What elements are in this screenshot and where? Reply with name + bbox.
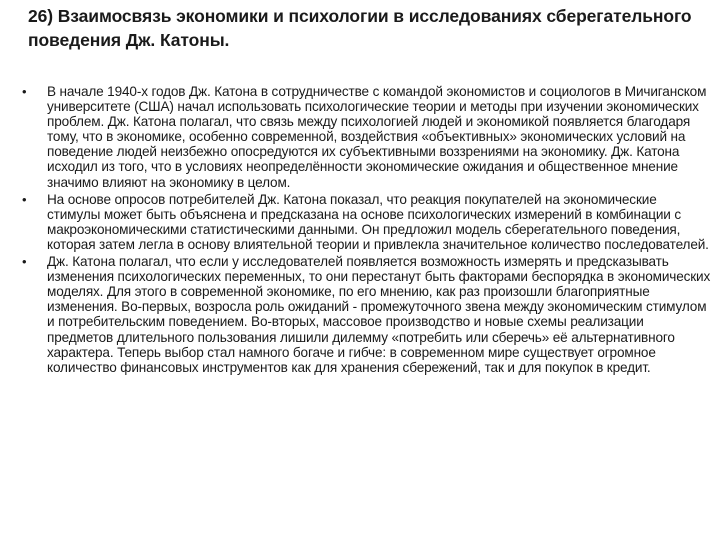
bullet-list (22, 84, 712, 375)
bullet-item (22, 254, 712, 375)
bullet-dot-icon: • (22, 191, 27, 207)
bullet-item (22, 84, 712, 190)
slide-title: 26) Взаимосвязь экономики и психологии в исследованиях сберегательного поведения Дж. Катоны. (28, 6, 692, 50)
bullet-text: Дж. Катона полагал, что если у исследователей появляется возможность измерять и предсказывать изменения психологических переменных, то они перестанут быть факторами беспорядка в экономических моделях. Для этого в современной экономике, по его мнению, как раз произошли благоприятные изменения. Во-первых, возросла роль ожиданий - промежуточного звена между экономическим стимулом и потребительским поведением. Во-вторых, массовое производство и новые схемы реализации предметов длительного пользования лишили дилемму «потребить или сберечь» её альтернативного характера. Теперь выбор стал намного богаче и гибче: в современном мире существует огромное количество финансовых инструментов как для хранения сбережений, так и для покупок в кредит. (47, 254, 711, 375)
bullet-item (22, 192, 712, 252)
bullet-text: На основе опросов потребителей Дж. Катона показал, что реакция покупателей на экономические стимулы может быть объяснена и предсказана на основе психологических измерений в комбинации с макроэкономическими статистическими данными. Он предложил модель сберегательного поведения, которая затем легла в основу влиятельной теории и привлекла значительное количество последователей. (47, 191, 709, 252)
bullet-dot-icon: • (22, 254, 27, 270)
bullet-text: В начале 1940-х годов Дж. Катона в сотрудничестве с командой экономистов и социологов в Мичиганском университете (США) начал использовать психологические теории и методы при изучении экономических проблем. Дж. Катона полагал, что связь между психологией людей и экономикой появляется благодаря тому, что в экономике, особенно современной, воздействия «объективных» экономических условий на поведение людей неизбежно опосредуются их субъективными воззрениями на экономику. Дж. Катона исходил из того, что в условиях неопределённости экономические ожидания и общественное мнение значимо влияют на экономику в целом. (47, 84, 707, 190)
bullet-dot-icon: • (22, 84, 27, 99)
